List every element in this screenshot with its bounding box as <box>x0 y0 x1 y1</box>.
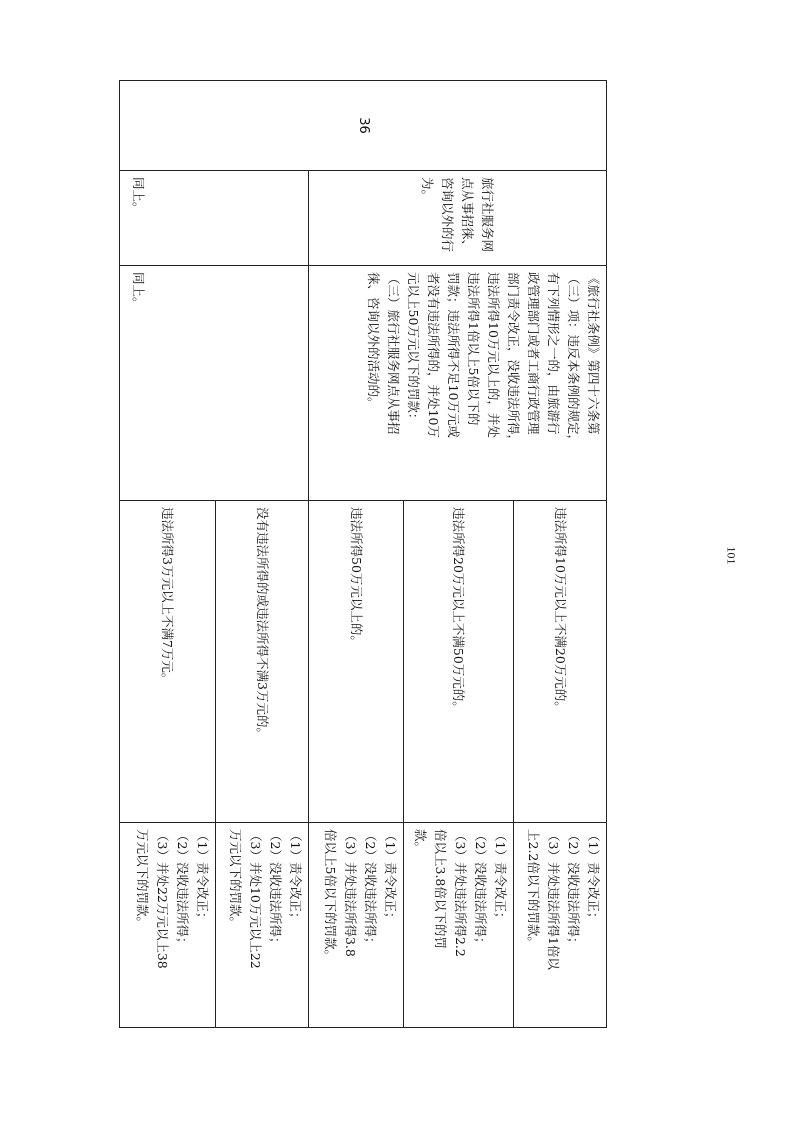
penalty-line: 上2.2倍以下的罚款。 <box>526 829 541 949</box>
behavior-cell: 旅行社服务网点从事招徕、咨询以外的行为。 <box>309 171 607 266</box>
penalty-cell <box>216 823 309 1028</box>
penalty-line: （1）责令改正； <box>586 829 601 925</box>
penalty-line: 万元以下的罚款。 <box>135 829 150 930</box>
row-number: 36 <box>120 81 607 171</box>
behavior-same-cell: 同上。 <box>120 171 309 266</box>
penalty-line: 倍以上5倍以下的罚款。 <box>323 829 338 962</box>
table-row <box>514 81 607 1028</box>
legal-basis-line: 部门责令改正，没收违法所得， <box>506 272 521 448</box>
penalty-line: （1）责令改正； <box>195 829 210 925</box>
penalty-line: （2）没收违法所得； <box>363 829 378 950</box>
circumstance-cell: 违法所得10万元以上不满20万元的。 <box>514 501 607 823</box>
legal-basis-line: 者没有违法所得的，并处10万 <box>426 272 441 438</box>
legal-basis-line: 违法所得10万元以上的，并处 <box>486 272 501 438</box>
rotated-page-content <box>120 80 607 1027</box>
penalty-table <box>119 80 607 1028</box>
penalty-line: （2）没收违法所得； <box>268 829 283 950</box>
legal-basis-line: 《旅行社条例》第四十六条第 <box>586 272 601 435</box>
penalty-line: 款。 <box>413 829 428 855</box>
penalty-cell <box>120 823 216 1028</box>
penalty-line: （3）并处违法所得3.8 <box>343 829 358 957</box>
circumstance-cell: 违法所得20万元以上不满50万元的。 <box>404 501 514 823</box>
penalty-line: （1）责令改正； <box>383 829 398 925</box>
penalty-line: 万元以下的罚款。 <box>228 829 243 930</box>
circumstance-cell: 没有违法所得的或违法所得不满3万元的。 <box>216 501 309 823</box>
penalty-line: 倍以上3.8倍以下的罚 <box>433 829 448 949</box>
circumstance-cell: 违法所得50万元以上的。 <box>309 501 404 823</box>
table-row <box>216 81 309 1028</box>
legal-basis-cell <box>309 266 607 501</box>
penalty-line: （2）没收违法所得； <box>566 829 581 950</box>
circumstance-cell: 违法所得3万元以上不满7万元。 <box>120 501 216 823</box>
penalty-line: （2）没收违法所得； <box>473 829 488 950</box>
legal-basis-line: 罚款；违法所得不足10万元或 <box>446 272 461 438</box>
penalty-line: （1）责令改正； <box>288 829 303 925</box>
legal-basis-same-cell: 同上。 <box>120 266 309 501</box>
legal-basis-line: 违法所得1倍以上5倍以下的 <box>466 272 481 426</box>
penalty-line: （3）并处10万元以上22 <box>248 829 263 969</box>
penalty-line: （3）并处违法所得1倍以 <box>546 829 561 970</box>
legal-basis-line: 政管理部门或者工商行政管理 <box>526 272 541 435</box>
penalty-line: （2）没收违法所得； <box>175 829 190 950</box>
legal-basis-line: （三）旅行社服务网点从事招 <box>386 272 401 435</box>
legal-basis-line: 徕、咨询以外的活动的。 <box>366 272 381 410</box>
page-number: 101 <box>724 546 739 565</box>
penalty-cell <box>309 823 404 1028</box>
penalty-line: （3）并处违法所得2.2 <box>453 829 468 957</box>
penalty-cell <box>404 823 514 1028</box>
legal-basis-line: 元以上50万元以下的罚款： <box>406 272 421 426</box>
penalty-line: （1）责令改正； <box>493 829 508 925</box>
legal-basis-line: 有下列情形之一的，由旅游行 <box>546 272 561 435</box>
legal-basis-line: （三）项：违反本条例的规定， <box>566 272 581 448</box>
penalty-line: （3）并处22万元以上38 <box>155 829 170 969</box>
penalty-cell <box>514 823 607 1028</box>
